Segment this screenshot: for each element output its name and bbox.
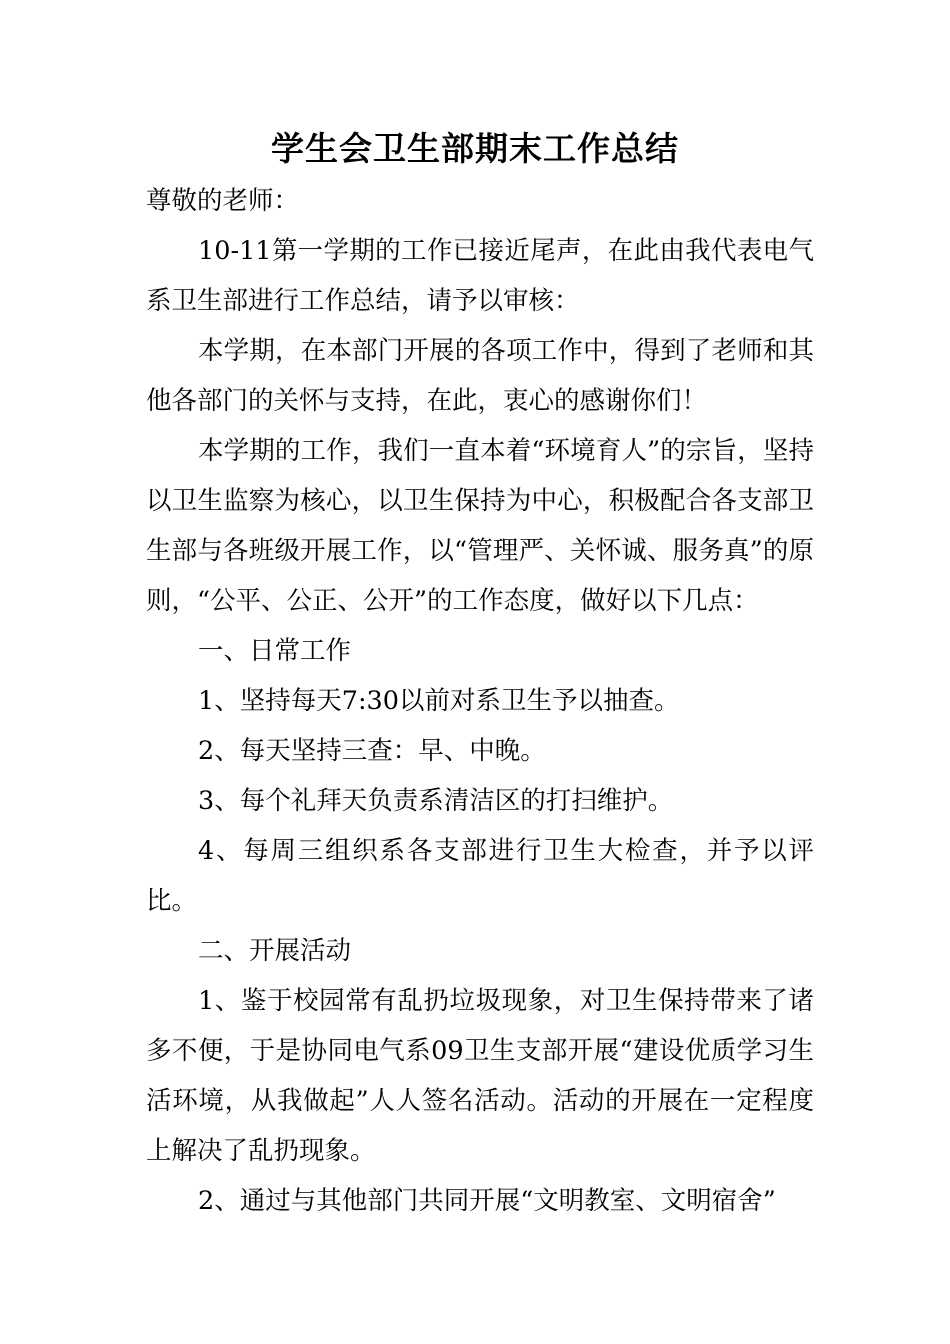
section-heading-daily-work: 一、日常工作 [198, 636, 352, 666]
list-item: 1、坚持每天7:30以前对系卫生予以抽查。 [198, 686, 680, 716]
list-item: 4、每周三组织系各支部进行卫生大检查，并予以评比。 [146, 836, 814, 916]
list-item: 2、每天坚持三查：早、中晚。 [198, 736, 546, 766]
document-body [146, 176, 814, 1226]
paragraph-thanks: 本学期，在本部门开展的各项工作中，得到了老师和其他各部门的关怀与支持，在此，衷心的感谢你们！ [146, 336, 814, 416]
section-heading-activities: 二、开展活动 [198, 936, 352, 966]
list-item: 2、通过与其他部门共同开展“文明教室、文明宿舍” [198, 1186, 776, 1216]
salutation: 尊敬的老师： [146, 186, 300, 216]
document-title: 学生会卫生部期末工作总结 [271, 129, 679, 168]
list-item: 1、鉴于校园常有乱扔垃圾现象，对卫生保持带来了诸多不便，于是协同电气系09卫生支部开展“建设优质学习生活环境，从我做起”人人签名活动。活动的开展在一定程度上解决了乱扔现象。 [146, 986, 814, 1166]
list-item: 3、每个礼拜天负责系清洁区的打扫维护。 [198, 786, 674, 816]
paragraph-intro: 10-11第一学期的工作已接近尾声，在此由我代表电气系卫生部进行工作总结，请予以审核： [146, 236, 814, 316]
paragraph-principles: 本学期的工作，我们一直本着“环境育人”的宗旨，坚持以卫生监察为核心，以卫生保持为中心，积极配合各支部卫生部与各班级开展工作，以“管理严、关怀诚、服务真”的原则，“公平、公正、公开”的工作态度，做好以下几点： [146, 436, 814, 616]
